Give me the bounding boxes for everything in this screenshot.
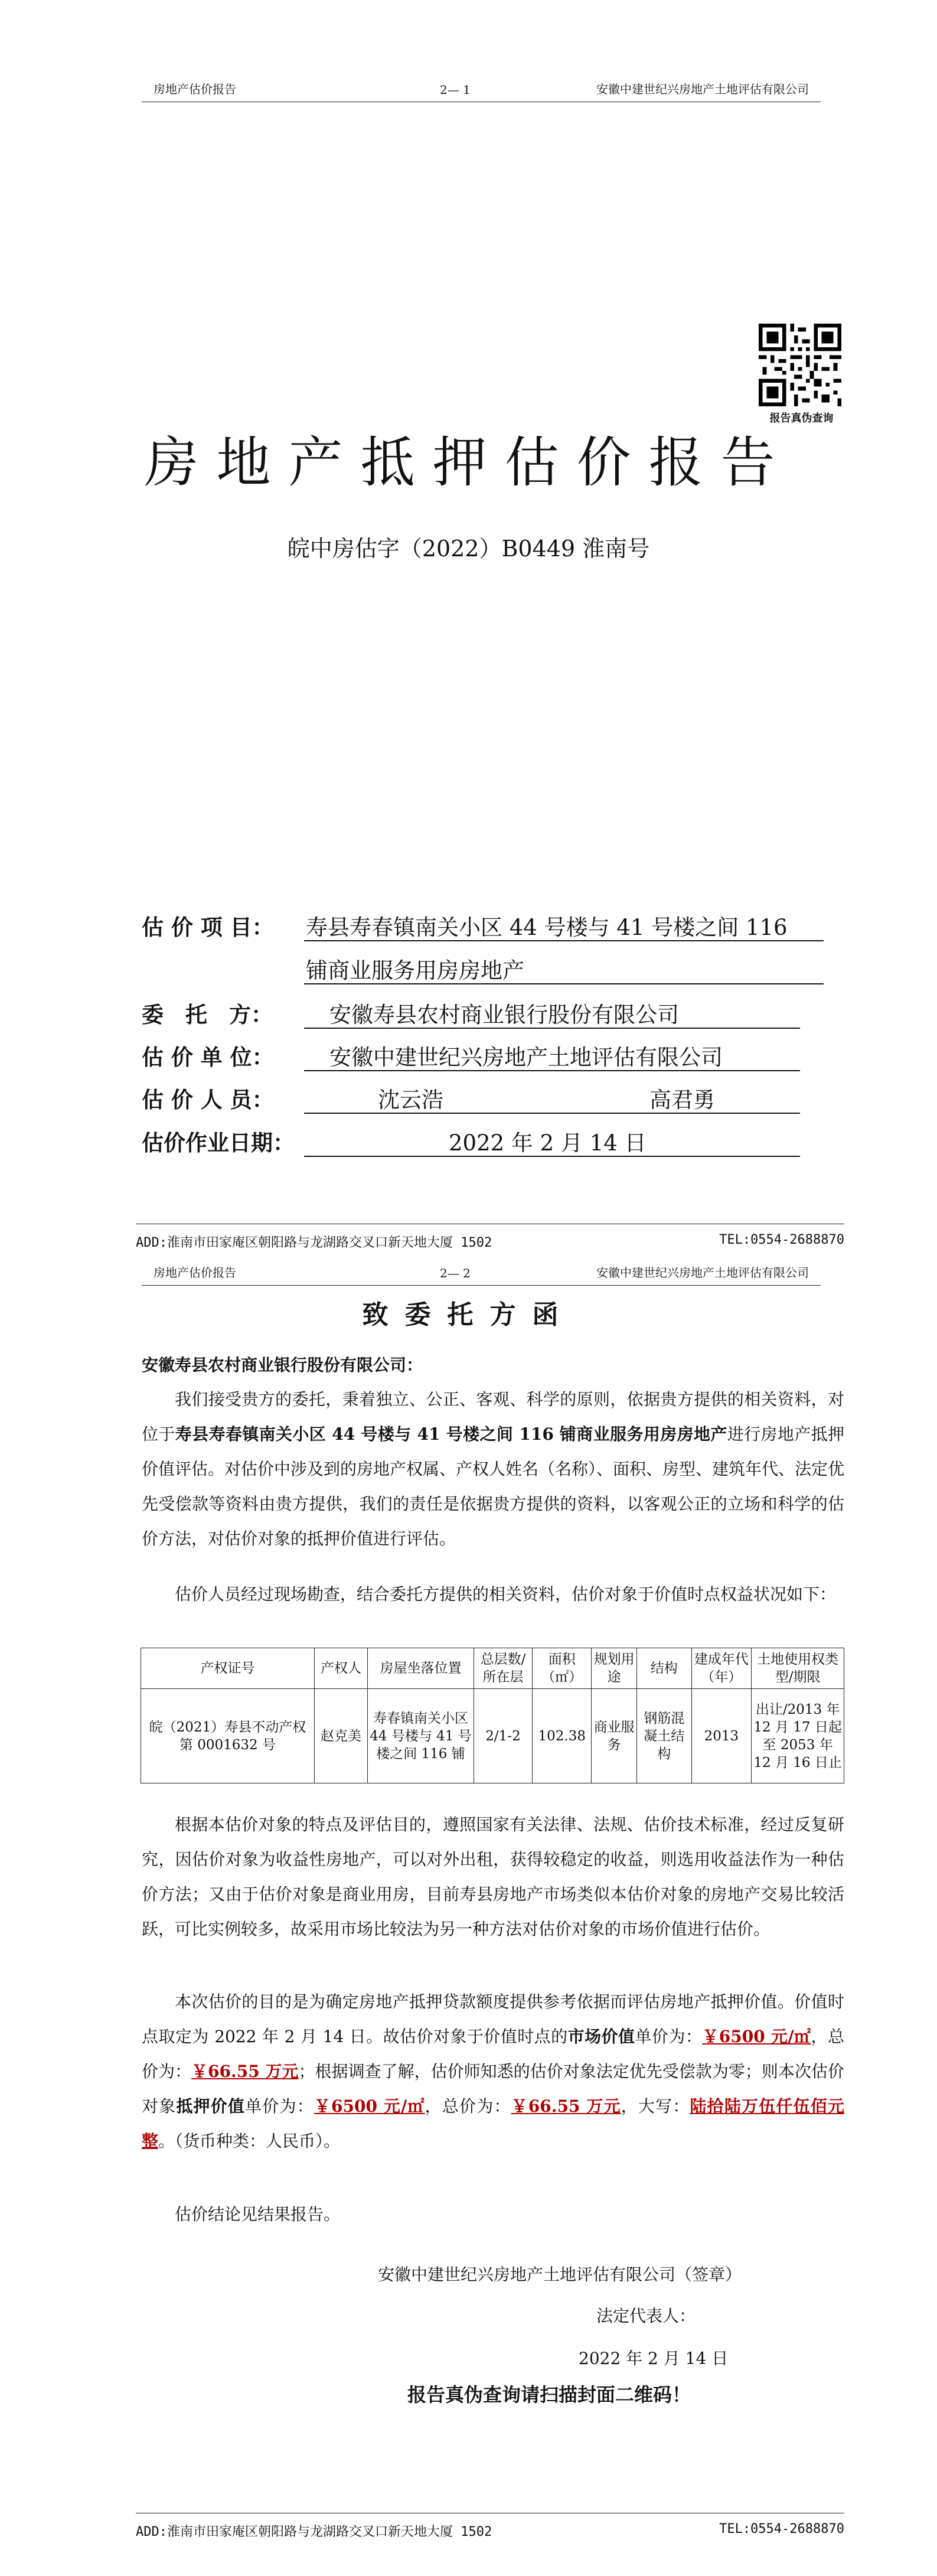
cell-cert: 皖（2021）寿县不动产权第 0001632 号: [141, 1689, 315, 1783]
p4-text-d: ，总价为：: [142, 2027, 844, 2081]
cell-structure: 钢筋混凝土结构: [636, 1689, 691, 1783]
p4-text-c: 单价为：: [635, 2027, 703, 2046]
project-value-line2: 铺商业服务用房房地产: [306, 958, 524, 983]
cell-floors: 2/1-2: [474, 1689, 532, 1783]
qr-code[interactable]: [759, 324, 841, 406]
unit-price: ￥6500 元/㎡: [702, 2027, 811, 2046]
header-page-no: 2— 1: [440, 83, 471, 97]
header-left: 房地产估价报告: [154, 82, 236, 96]
p4-market-value: 市场价值: [567, 2027, 635, 2046]
p1-text-a: 我们接受贵方的委托，秉着独立、公正、客观、科学的原则，依据贵方提供的相关资料，对位于: [142, 1390, 844, 1444]
date-value: 2022 年 2 月 14 日: [449, 1130, 647, 1156]
total-upper: 陆拾陆万伍仟伍佰元整: [142, 2096, 844, 2151]
page1-header: [142, 76, 821, 102]
p4-text-g: 单价为：: [245, 2096, 314, 2116]
cell-area: 102.38: [533, 1689, 592, 1783]
sign-company: 安徽中建世纪兴房地产土地评估有限公司（签章）: [378, 2265, 742, 2284]
paragraph-5: 估价结论见结果报告。: [175, 2205, 341, 2224]
client-underline: [304, 1028, 800, 1029]
paragraph-2: 估价人员经过现场勘查，结合委托方提供的相关资料，估价对象于价值时点权益状况如下：: [175, 1584, 837, 1604]
project-underline-1: [304, 940, 824, 941]
col-cert: 产权证号: [141, 1648, 315, 1689]
col-year: 建成年代（年）: [691, 1648, 752, 1689]
footer-address: ADD:淮南市田家庵区朝阳路与龙湖路交叉口新天地大厦 1502: [136, 2525, 492, 2539]
addressee: 安徽寿县农村商业银行股份有限公司：: [142, 1355, 423, 1375]
report-title: 房地产抵押估价报告: [144, 431, 793, 494]
date-underline: [304, 1156, 800, 1157]
footer-tel: TEL:0554-2688870: [719, 2522, 844, 2536]
project-label: 估 价 项 目：: [142, 914, 274, 940]
col-owner: 产权人: [314, 1648, 367, 1689]
verify-note: 报告真伪查询请扫描封面二维码！: [407, 2383, 691, 2406]
col-location: 房屋坐落位置: [368, 1648, 474, 1689]
property-table: [141, 1648, 844, 1783]
p4-text-h: ，总价为：: [425, 2096, 511, 2116]
staff-label: 估 价 人 员：: [142, 1087, 274, 1113]
p4-mortgage-value: 抵押价值: [176, 2096, 246, 2116]
sign-date: 2022 年 2 月 14 日: [579, 2349, 729, 2368]
header-right: 安徽中建世纪兴房地产土地评估有限公司: [596, 82, 809, 96]
cell-owner: 赵克美: [314, 1689, 367, 1783]
col-land: 土地使用权类型/期限: [752, 1648, 844, 1689]
staff-name-1: 沈云浩: [378, 1087, 443, 1113]
total-price-2: ￥66.55 万元: [511, 2096, 621, 2116]
client-value: 安徽寿县农村商业银行股份有限公司: [329, 1002, 679, 1028]
unit-price-2: ￥6500 元/㎡: [314, 2096, 425, 2116]
p4-text-e: ；根据调查了解，估价师知悉的估价对象法定优先受偿款为零；则本次估价对象: [142, 2062, 844, 2116]
unit-value: 安徽中建世纪兴房地产土地评估有限公司: [329, 1045, 723, 1070]
paragraph-4: [142, 1984, 844, 2158]
project-underline-2: [304, 983, 824, 984]
page1-footer: [136, 1224, 844, 1254]
cell-land: 出让/2013 年 12 月 17 日起至 2053 年 12 月 16 日止: [752, 1689, 844, 1783]
staff-name-2: 高君勇: [649, 1087, 715, 1113]
date-label: 估价作业日期：: [142, 1130, 295, 1156]
page2-footer: [136, 2513, 844, 2543]
footer-tel: TEL:0554-2688870: [719, 1232, 844, 1247]
header-right: 安徽中建世纪兴房地产土地评估有限公司: [596, 1266, 809, 1280]
col-structure: 结构: [636, 1648, 691, 1689]
client-label: 委 托 方：: [142, 1002, 273, 1028]
table-header-row: [141, 1648, 844, 1689]
unit-label: 估 价 单 位：: [142, 1044, 274, 1070]
staff-underline: [304, 1113, 800, 1114]
letter-title: 致委托方函: [362, 1300, 575, 1330]
total-price: ￥66.55 万元: [191, 2062, 299, 2081]
sign-representative: 法定代表人：: [596, 2306, 696, 2326]
table-row: [141, 1689, 844, 1783]
header-left: 房地产估价报告: [154, 1266, 236, 1280]
project-value-line1: 寿县寿春镇南关小区 44 号楼与 41 号楼之间 116: [306, 915, 788, 940]
col-area: 面积（㎡）: [533, 1648, 592, 1689]
cell-location: 寿春镇南关小区 44 号楼与 41 号楼之间 116 铺: [368, 1689, 474, 1783]
p4-text-a: 本次估价的目的是为确定房地产抵押贷款额度提供参考依据而评估房地产抵押价值。价值时点取定为 2022 年 2 月 14 日。故估价对象于价值时点的: [142, 1992, 844, 2046]
p4-text-i: ，大写：: [621, 2096, 690, 2116]
col-usage: 规划用途: [592, 1648, 637, 1689]
footer-address: ADD:淮南市田家庵区朝阳路与龙湖路交叉口新天地大厦 1502: [136, 1235, 492, 1250]
cell-year: 2013: [691, 1689, 752, 1783]
p4-text-j: 。（货币种类：人民币）。: [158, 2131, 341, 2151]
p1-property: 寿县寿春镇南关小区 44 号楼与 41 号楼之间 116 铺商业服务用房房地产: [175, 1424, 727, 1444]
p1-text-c: 进行房地产抵押价值评估。对估价中涉及到的房地产权属、产权人姓名（名称）、面积、房型、建筑年代、法定优先受偿款等资料由贵方提供，我们的责任是依据贵方提供的资料，以客观公正的立场和科学的估价方法，对估价对象的抵押价值进行评估。: [142, 1424, 845, 1548]
report-number: 皖中房估字（2022）B0449 淮南号: [287, 536, 650, 562]
qr-caption: 报告真伪查询: [769, 412, 834, 425]
paragraph-1: [142, 1382, 844, 1556]
paragraph-3: 根据本估价对象的特点及评估目的，遵照国家有关法律、法规、估价技术标准，经过反复研究，因估价对象为收益性房地产，可以对外出租，获得较稳定的收益，则选用收益法作为一种估价方法；又由于估价对象是商业用房，目前寿县房地产市场类似本估价对象的房地产交易比较活跃，可比实例较多，故采用市场比较法为另一种方法对估价对象的市场价值进行估价。: [142, 1815, 844, 1939]
unit-underline: [304, 1070, 800, 1071]
cell-usage: 商业服务: [592, 1689, 637, 1783]
page2-header: [142, 1259, 821, 1286]
header-page-no: 2— 2: [440, 1266, 471, 1280]
col-floors: 总层数/所在层: [474, 1648, 532, 1689]
